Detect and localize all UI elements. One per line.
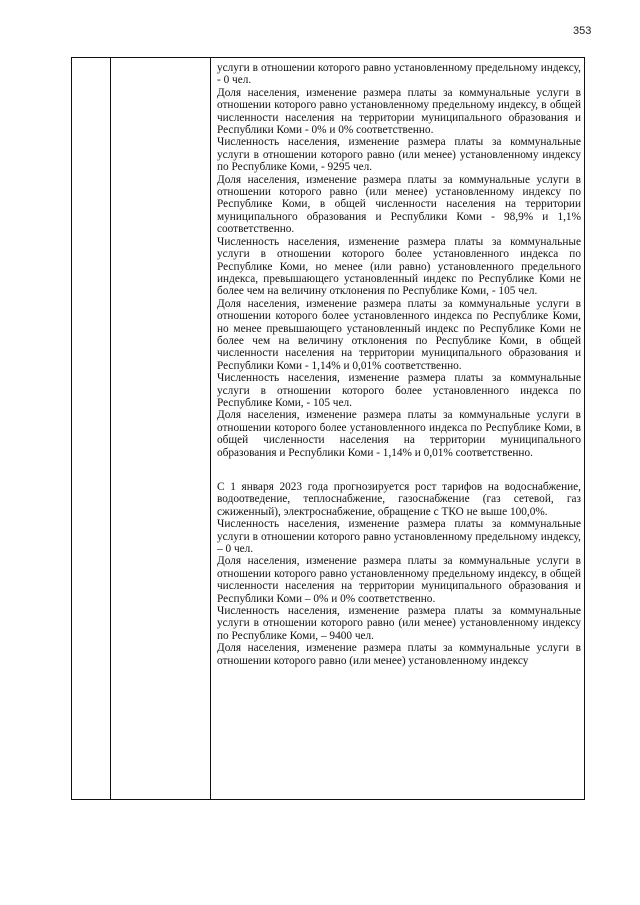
paragraph: услуги в отношении которого равно установленному предельному индексу, - 0 чел. [217,62,581,87]
paragraph: Доля населения, изменение размера платы за коммунальные услуги в отношении которого равно установленному предельному индексу, в общей численности населения на территории муниципального образования и Республики Коми - 0% и 0% соответственно. [217,86,581,137]
paragraph: Численность населения, изменение размера платы за коммунальные услуги в отношении которого более установленного индекса по Республике Коми, - 105 чел. [217,372,581,409]
paragraph: Численность населения, изменение размера платы за коммунальные услуги в отношении которого равно (или менее) установленному индексу по Республике Коми, – 9400 чел. [217,605,581,642]
document-table [71,57,585,800]
paragraph: Доля населения, изменение размера платы за коммунальные услуги в отношении которого равно установленному предельному индексу, в общей численности населения на территории муниципального образования и Республики Коми – 0% и 0% соответственно. [217,555,581,605]
column-divider-1 [110,58,111,799]
paragraph-spacer [217,459,581,481]
paragraph: Доля населения, изменение размера платы за коммунальные услуги в отношении которого равно (или менее) установленному индексу по Республике Коми, в общей численности населения на территории муниципального образования и Республики Коми - 98,9% и 1,1% соответственно. [217,173,581,236]
paragraph: Доля населения, изменение размера платы за коммунальные услуги в отношении которого равно (или менее) установленному индексу [217,642,581,667]
paragraph: Численность населения, изменение размера платы за коммунальные услуги в отношении которого более установленного индекса по Республике Коми, но менее (или равно) установленного предельного индекса, превышающего установленный индекс по Республике Коми не более чем на величину отклонения по Республике Коми, - 105 чел. [217,235,581,298]
paragraph: Доля населения, изменение размера платы за коммунальные услуги в отношении которого более установленного индекса по Республике Коми, но менее превышающего установленный индекс по Республике Коми не более чем на величину отклонения по Республике Коми, в общей численности населения на территории муниципального образования и Республики Коми - 1,14% и 0,01% соответственно. [217,297,581,372]
paragraph: Численность населения, изменение размера платы за коммунальные услуги в отношении которого равно (или менее) установленному индексу по Республике Коми, - 9295 чел. [217,136,581,174]
page-number: 353 [573,25,592,37]
column-divider-2 [210,58,211,799]
paragraph: Доля населения, изменение размера платы за коммунальные услуги в отношении которого более установленного индекса по Республике Коми, в общей численности населения на территории муниципального образования и Республики Коми - 1,14% и 0,01% соответственно. [217,409,581,459]
paragraph: Численность населения, изменение размера платы за коммунальные услуги в отношении которого равно установленному предельному индексу, – 0 чел. [217,518,581,556]
table-text-cell [217,62,581,667]
paragraph: С 1 января 2023 года прогнозируется рост тарифов на водоснабжение, водоотведение, теплоснабжение, газоснабжение (газ сетевой, газ сжиженный), электроснабжение, обращение с ТКО не выше 100,0%. [217,481,581,518]
